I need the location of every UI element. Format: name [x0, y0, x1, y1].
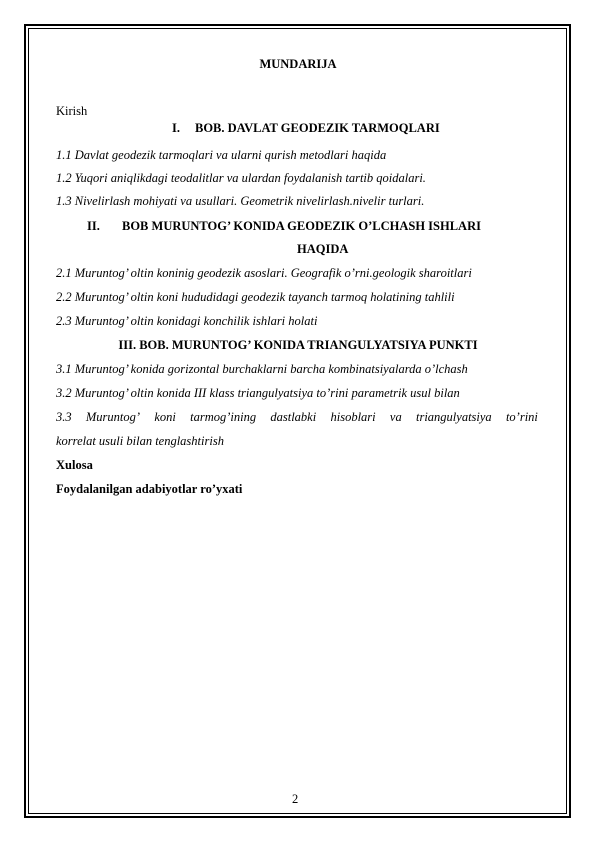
toc-conclusion: Xulosa [56, 458, 93, 472]
toc-item-1-3: 1.3 Nivelirlash mohiyati va usullari. Geometrik nivelirlash.nivelir turlari. [56, 194, 425, 208]
toc-item-2-1: 2.1 Muruntog’ oltin koninig geodezik asoslari. Geografik o’rni.geologik sharoitlari [56, 266, 472, 280]
toc-item-3-3-word: triangulyatsiya [415, 410, 492, 424]
toc-item-3-3-word: tarmog’ining [190, 410, 257, 424]
toc-item-3-3-word: to’rini [505, 410, 538, 424]
toc-item-3-3-word: Muruntog’ [85, 410, 141, 424]
toc-item-3-2: 3.2 Muruntog’ oltin konida III klass triangulyatsiya to’rini parametrik usul bilan [56, 386, 460, 400]
toc-item-3-3-word: koni [154, 410, 176, 424]
toc-item-3-3-line1 [56, 410, 538, 425]
chapter1-title: BOB. DAVLAT GEODEZIK TARMOQLARI [195, 121, 440, 135]
toc-item-3-3-word: dastlabki [270, 410, 317, 424]
chapter1-number: I. [172, 121, 180, 135]
chapter2-title-line2: HAQIDA [297, 242, 349, 256]
chapter3-title: III. BOB. MURUNTOG’ KONIDA TRIANGULYATSIYA PUNKTI [118, 338, 478, 352]
toc-references: Foydalanilgan adabiyotlar ro’yxati [56, 482, 243, 496]
chapter2-title-line1: BOB MURUNTOG’ KONIDA GEODEZIK O’LCHASH ISHLARI [122, 219, 481, 233]
toc-item-2-2: 2.2 Muruntog’ oltin koni hududidagi geodezik tayanch tarmoq holatining tahlili [56, 290, 455, 304]
page-number: 2 [292, 792, 299, 806]
toc-item-3-3-word: va [389, 410, 402, 424]
toc-item-1-1: 1.1 Davlat geodezik tarmoqlari va ularni qurish metodlari haqida [56, 148, 387, 162]
toc-item-3-3-word: hisoblari [330, 410, 376, 424]
toc-title: MUNDARIJA [259, 57, 337, 71]
toc-item-3-3-word: 3.3 [56, 410, 72, 424]
toc-intro: Kirish [56, 104, 88, 118]
chapter2-number: II. [87, 219, 100, 233]
toc-item-1-2: 1.2 Yuqori aniqlikdagi teodalitlar va ulardan foydalanish tartib qoidalari. [56, 171, 426, 185]
toc-item-2-3: 2.3 Muruntog’ oltin konidagi konchilik ishlari holati [56, 314, 318, 328]
toc-item-3-1: 3.1 Muruntog’ konida gorizontal burchaklarni barcha kombinatsiyalarda o’lchash [56, 362, 468, 376]
toc-item-3-3-line2: korrelat usuli bilan tenglashtirish [56, 434, 224, 448]
